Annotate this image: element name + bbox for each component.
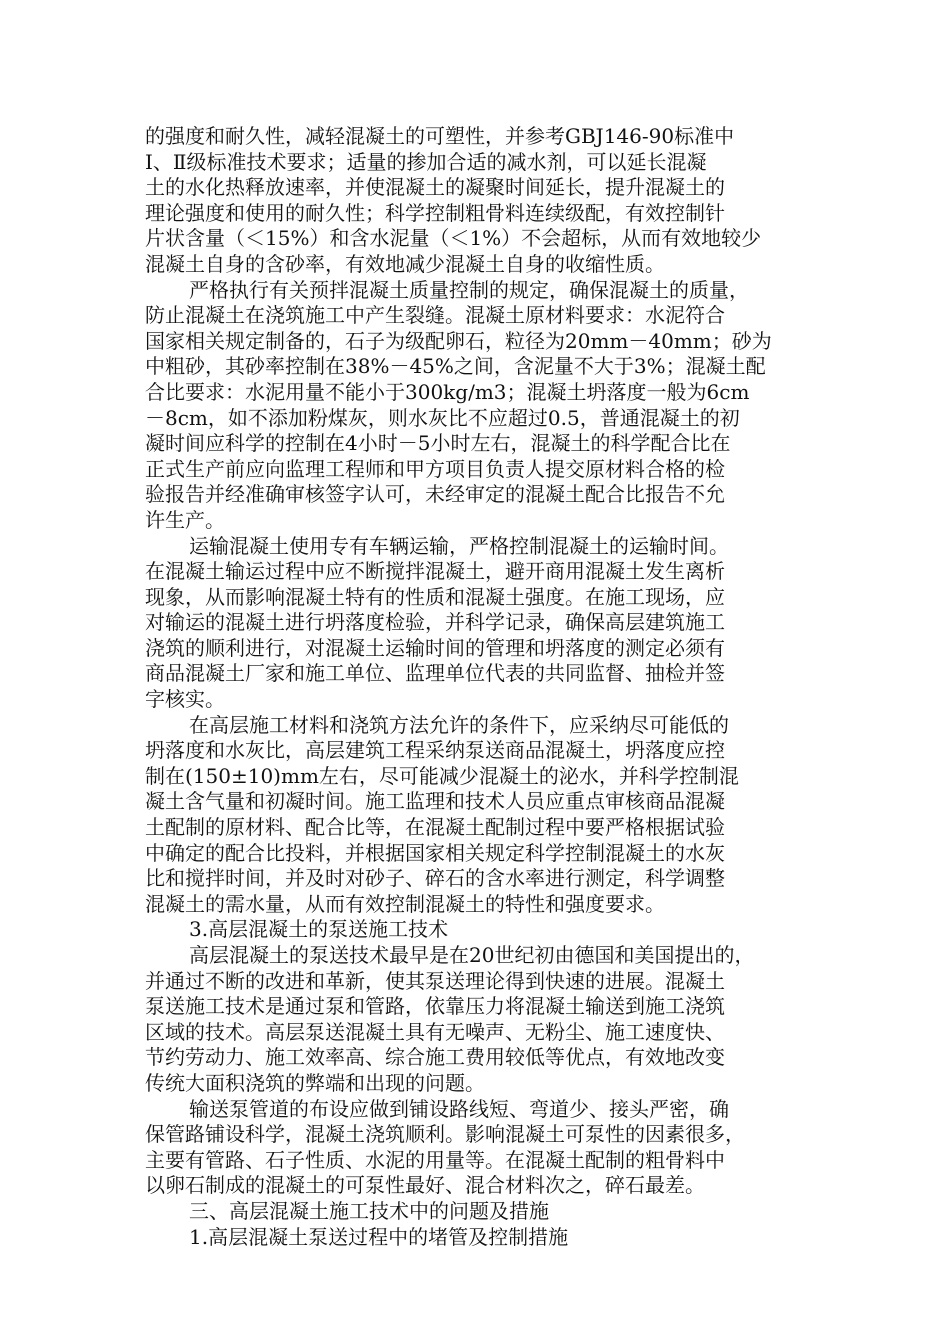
text-line: 片状含量（＜15%）和含水泥量（＜1%）不会超标，从而有效地较少 bbox=[145, 226, 762, 251]
subsection-heading: 1.高层混凝土泵送过程中的堵管及控制措施 bbox=[189, 1224, 569, 1249]
paragraph-4 bbox=[145, 713, 835, 918]
paragraph-6 bbox=[145, 1097, 835, 1199]
section-heading-three bbox=[145, 1199, 835, 1225]
text-line: 字核实。 bbox=[145, 687, 225, 712]
text-line: 防止混凝土在浇筑施工中产生裂缝。混凝土原材料要求：水泥符合 bbox=[145, 303, 725, 328]
text-line: 输送泵管道的布设应做到铺设路线短、弯道少、接头严密，确 bbox=[189, 1096, 729, 1121]
text-line: Ⅰ、Ⅱ级标准技术要求；适量的掺加合适的减水剂，可以延长混凝 bbox=[145, 149, 707, 174]
text-line: 在高层施工材料和浇筑方法允许的条件下，应采纳尽可能低的 bbox=[189, 712, 729, 737]
text-line: 对输运的混凝土进行坍落度检验，并科学记录，确保高层建筑施工 bbox=[145, 610, 725, 635]
text-line: 土的水化热释放速率，并使混凝土的凝聚时间延长，提升混凝土的 bbox=[145, 175, 725, 200]
text-line: 以卵石制成的混凝土的可泵性最好、混合材料次之，碎石最差。 bbox=[145, 1173, 705, 1198]
text-line: 并通过不断的改进和革新，使其泵送理论得到快速的进展。混凝土 bbox=[145, 968, 725, 993]
text-line: 国家相关规定制备的，石子为级配卵石，粒径为20mm－40mm；砂为 bbox=[145, 328, 772, 353]
text-line: 浇筑的顺利进行，对混凝土运输时间的管理和坍落度的测定必须有 bbox=[145, 635, 725, 660]
text-line: 中确定的配合比投料，并根据国家相关规定科学控制混凝土的水灰 bbox=[145, 840, 725, 865]
text-line: 泵送施工技术是通过泵和管路，依靠压力将混凝土输送到施工浇筑 bbox=[145, 994, 725, 1019]
text-line: 验报告并经准确审核签字认可，未经审定的混凝土配合比报告不允 bbox=[145, 482, 725, 507]
text-line: 合比要求：水泥用量不能小于300kg/m3；混凝土坍落度一般为6cm bbox=[145, 379, 750, 404]
text-line: 中粗砂，其砂率控制在38%－45%之间，含泥量不大于3%；混凝土配 bbox=[145, 354, 766, 379]
paragraph-2 bbox=[145, 278, 835, 534]
section-heading: 3.高层混凝土的泵送施工技术 bbox=[189, 917, 449, 942]
text-line: 许生产。 bbox=[145, 507, 225, 532]
subsection-heading-1 bbox=[145, 1225, 835, 1251]
text-line: 混凝土的需水量，从而有效控制混凝土的特性和强度要求。 bbox=[145, 891, 665, 916]
text-line: 现象，从而影响混凝土特有的性质和混凝土强度。在施工现场，应 bbox=[145, 584, 725, 609]
body-text bbox=[145, 124, 835, 1250]
paragraph-5 bbox=[145, 943, 835, 1097]
text-line: 严格执行有关预拌混凝土质量控制的规定，确保混凝土的质量， bbox=[189, 277, 749, 302]
section-heading: 三、高层混凝土施工技术中的问题及措施 bbox=[189, 1198, 549, 1223]
text-line: 运输混凝土使用专有车辆运输，严格控制混凝土的运输时间。 bbox=[189, 533, 729, 558]
text-line: 区域的技术。高层泵送混凝土具有无噪声、无粉尘、施工速度快、 bbox=[145, 1019, 725, 1044]
text-line: 高层混凝土的泵送技术最早是在20世纪初由德国和美国提出的， bbox=[189, 943, 755, 967]
text-line: 节约劳动力、施工效率高、综合施工费用较低等优点，有效地改变 bbox=[145, 1045, 725, 1070]
text-line: 保管路铺设科学，混凝土浇筑顺利。影响混凝土可泵性的因素很多， bbox=[145, 1122, 745, 1147]
text-line: 制在(150±10)mm左右，尽可能减少混凝土的泌水，并科学控制混 bbox=[145, 763, 739, 788]
paragraph-3 bbox=[145, 534, 835, 713]
text-line: 土配制的原材料、配合比等，在混凝土配制过程中要严格根据试验 bbox=[145, 815, 725, 840]
text-line: 传统大面积浇筑的弊端和出现的问题。 bbox=[145, 1070, 485, 1095]
text-line: 主要有管路、石子性质、水泥的用量等。在混凝土配制的粗骨料中 bbox=[145, 1147, 725, 1172]
text-line: 在混凝土输运过程中应不断搅拌混凝土，避开商用混凝土发生离析 bbox=[145, 559, 725, 584]
text-line: 理论强度和使用的耐久性；科学控制粗骨料连续级配，有效控制针 bbox=[145, 200, 725, 225]
text-line: 商品混凝土厂家和施工单位、监理单位代表的共同监督、抽检并签 bbox=[145, 661, 725, 686]
section-heading-3 bbox=[145, 917, 835, 943]
text-line: 凝时间应科学的控制在4小时－5小时左右，混凝土的科学配合比在 bbox=[145, 431, 731, 456]
text-line: 的强度和耐久性，减轻混凝土的可塑性，并参考GBJ146-90标准中 bbox=[145, 124, 735, 148]
text-line: －8cm，如不添加粉煤灰，则水灰比不应超过0.5，普通混凝土的初 bbox=[145, 405, 740, 430]
text-line: 坍落度和水灰比，高层建筑工程采纳泵送商品混凝土，坍落度应控 bbox=[145, 738, 725, 763]
text-line: 凝土含气量和初凝时间。施工监理和技术人员应重点审核商品混凝 bbox=[145, 789, 725, 814]
text-line: 比和搅拌时间，并及时对砂子、碎石的含水率进行测定，科学调整 bbox=[145, 866, 725, 891]
paragraph-1 bbox=[145, 124, 835, 278]
text-line: 混凝土自身的含砂率，有效地减少混凝土自身的收缩性质。 bbox=[145, 251, 665, 276]
text-line: 正式生产前应向监理工程师和甲方项目负责人提交原材料合格的检 bbox=[145, 456, 725, 481]
